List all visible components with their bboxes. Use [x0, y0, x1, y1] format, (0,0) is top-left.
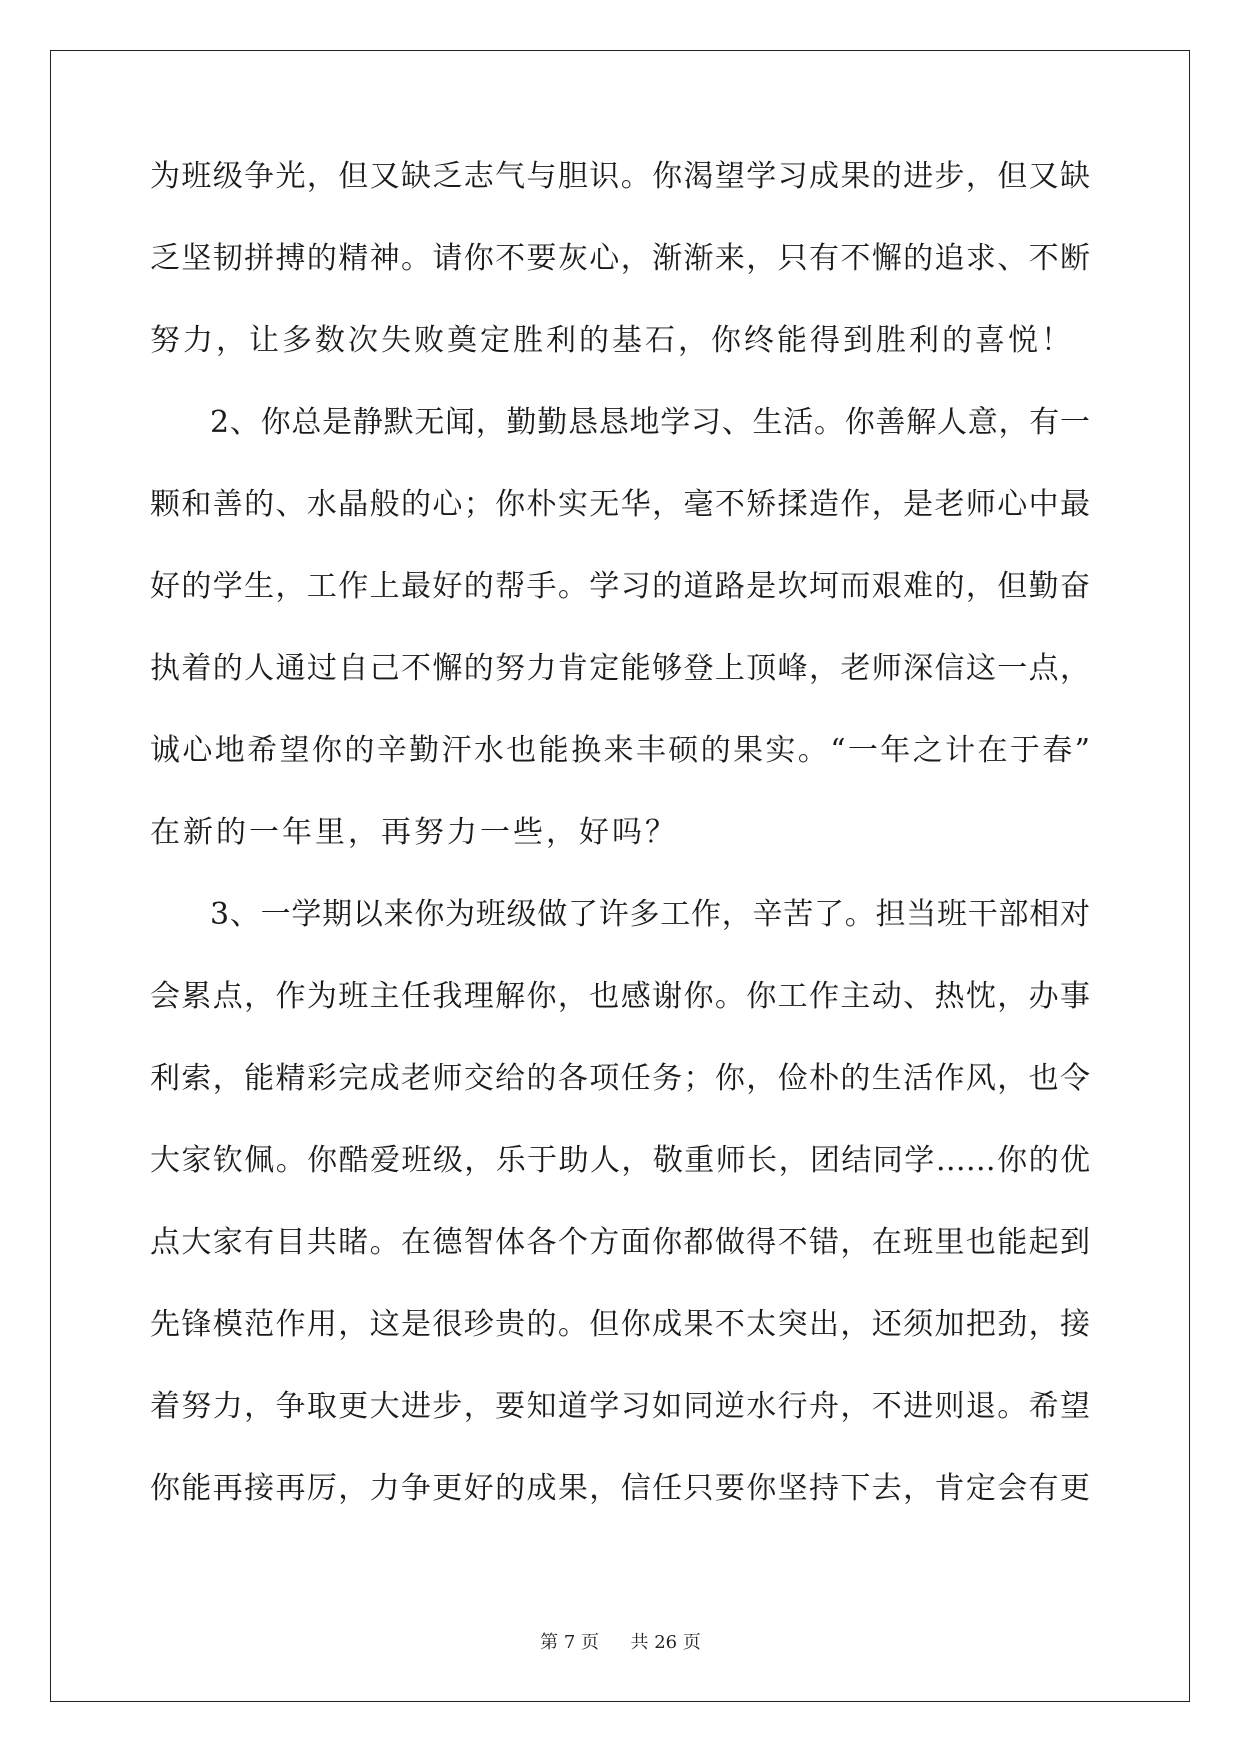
text-line: 为班级争光，但又缺乏志气与胆识。你渴望学习成果的进步，但又缺 — [150, 159, 1090, 194]
text-line: 努力，让多数次失败奠定胜利的基石，你终能得到胜利的喜悦！ — [150, 323, 1074, 358]
text-line: 你能再接再厉，力争更好的成果，信任只要你坚持下去，肯定会有更 — [150, 1471, 1090, 1506]
text-line: 会累点，作为班主任我理解你，也感谢你。你工作主动、热忱，办事 — [150, 979, 1090, 1014]
text-line: 乏坚韧拼搏的精神。请你不要灰心，渐渐来，只有不懈的追求、不断 — [150, 241, 1090, 276]
paragraph-2-first-line: 2、你总是静默无闻，勤勤恳恳地学习、生活。你善解人意，有一 — [210, 405, 1090, 440]
text-line: 执着的人通过自己不懈的努力肯定能够登上顶峰，老师深信这一点， — [150, 651, 1090, 686]
document-body — [150, 159, 1090, 1556]
text-line: 大家钦佩。你酷爱班级，乐于助人，敬重师长，团结同学……你的优 — [150, 1143, 1090, 1178]
text-line: 好的学生，工作上最好的帮手。学习的道路是坎坷而艰难的，但勤奋 — [150, 569, 1090, 604]
page-footer — [0, 1634, 1241, 1652]
text-line: 先锋模范作用，这是很珍贵的。但你成果不太突出，还须加把劲，接 — [150, 1307, 1090, 1342]
page-number: 第 7 页 — [540, 1632, 600, 1653]
text-line: 利索，能精彩完成老师交给的各项任务；你，俭朴的生活作风，也令 — [150, 1061, 1090, 1096]
paragraph-3-first-line: 3、一学期以来你为班级做了许多工作，辛苦了。担当班干部相对 — [210, 897, 1090, 932]
page-total: 共 26 页 — [630, 1632, 701, 1653]
text-line: 颗和善的、水晶般的心；你朴实无华，毫不矫揉造作，是老师心中最 — [150, 487, 1090, 522]
text-line: 着努力，争取更大进步，要知道学习如同逆水行舟，不进则退。希望 — [150, 1389, 1090, 1424]
text-line: 点大家有目共睹。在德智体各个方面你都做得不错，在班里也能起到 — [150, 1225, 1090, 1260]
text-line: 在新的一年里，再努力一些，好吗？ — [150, 815, 678, 850]
text-line: 诚心地希望你的辛勤汗水也能换来丰硕的果实。“一年之计在于春” — [150, 733, 1090, 768]
